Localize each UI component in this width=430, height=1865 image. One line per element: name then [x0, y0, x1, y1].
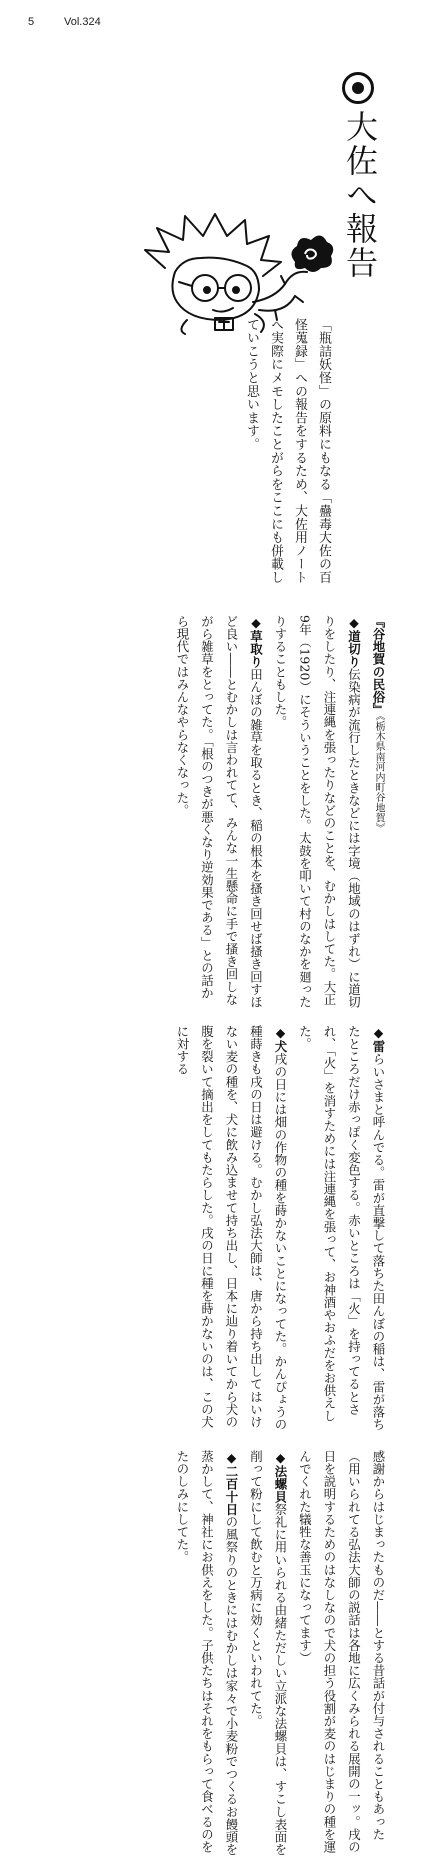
section-subtitle: 《栃木県南河内町谷地賀》	[373, 715, 384, 834]
entry-label: ◆雷	[371, 1025, 386, 1053]
entry-label: ◆道切り	[346, 615, 362, 668]
character-illustration	[135, 210, 335, 335]
entry-continuation	[292, 1450, 390, 1865]
entry-label: ◆法螺貝	[273, 1450, 288, 1503]
section-column-3	[170, 1450, 391, 1865]
section-title: 『谷地賀の民俗』	[371, 615, 386, 716]
entry-text: 田んぼの雑草を取るとき、稲の根本を搔き回せば搔き回すほど良い――とむかしは言われてて、みんな一生懸命に手で搔き回しながら雑草をとってた。「根のつきが悪くなり逆効果である」との話から現代ではみんなやらなくなった。	[175, 615, 264, 1009]
entry-text: らいさまと呼んでる。雷が直撃して落ちた田んぼの稲は、雷が落ちたところだけ赤っぽく変色する。赤いところは「火」を持ってるとされ、「火」を消すためには注連縄を張って、お神酒やおふだをお供えした。	[297, 1025, 386, 1431]
entry-inu	[170, 1025, 293, 1440]
entry-text: 感謝からはじまったものだ――とする昔話が付与されることもあった（用いられてる弘法大師の説話は各地に広くみられる展開の一ッ。戌の日を説明するためのはなしなので犬の担う役割が麦のはじまりの種を運んでくれた犠牲な善玉になってます）	[297, 1450, 386, 1854]
entry-text: 戌の日には畑の作物の種を蒔かないことになってた。かんぴょうの種蒔きも戌の日は避ける。むかし弘法大師は、唐から持ち出してはいけない麦の種を、犬に飲み込ませて持ち出し、日本に辿り着いてから犬の腹を裂いて摘出をしてもたらした。戌の日に種を蒔かないのは、この犬に対する	[175, 1025, 288, 1431]
entry-nihyakutoka	[170, 1450, 244, 1865]
section-column-2	[170, 1025, 391, 1440]
volume-label: Vol.324	[64, 16, 101, 28]
intro-paragraph: 「瓶詰妖怪」の原料にもなる「蠱毒大佐の百怪蒐録」への報告をするため、大佐用ノートへ実際にメモしたことがらをここにも併載していこうと思います。	[244, 318, 331, 584]
bullseye-icon	[342, 72, 374, 104]
entry-label: ◆二百十日	[224, 1450, 239, 1516]
entry-michikiri	[268, 615, 366, 1010]
page-title: 大佐へ報告	[341, 110, 379, 280]
title-block	[340, 72, 380, 282]
entry-text: の風祭りのときにはむかしは家々で小麦粉でつくるお饅頭を蒸かして、神社にお供えをした。子供たちはそれをもらって食べるのをたのしみにしてた。	[175, 1450, 239, 1856]
entry-kaminari	[292, 1025, 390, 1440]
section-heading	[366, 615, 391, 1010]
entry-label: ◆犬	[273, 1025, 288, 1053]
entry-label: ◆草取り	[248, 615, 264, 668]
page-number: 5	[28, 16, 35, 28]
entry-text: 伝染病が流行したときなどには字境（地域のはずれ）に道切りをしたり、注連縄を張ったりなどのことを、むかしはしてた。大正9年（1920）にそういうことをした。太鼓を叩いて村のなかを廻ったりすることもした。	[273, 615, 362, 1009]
entry-horagai	[243, 1450, 292, 1865]
entry-text: 祭礼に用いられる由緒ただしい立派な法螺貝は、すこし表面を削って粉にして飲むと万病に効くといわれてた。	[248, 1450, 288, 1856]
section-yachiga-folklore	[170, 615, 391, 1010]
entry-kusatori	[170, 615, 268, 1010]
intro-text	[239, 318, 335, 588]
